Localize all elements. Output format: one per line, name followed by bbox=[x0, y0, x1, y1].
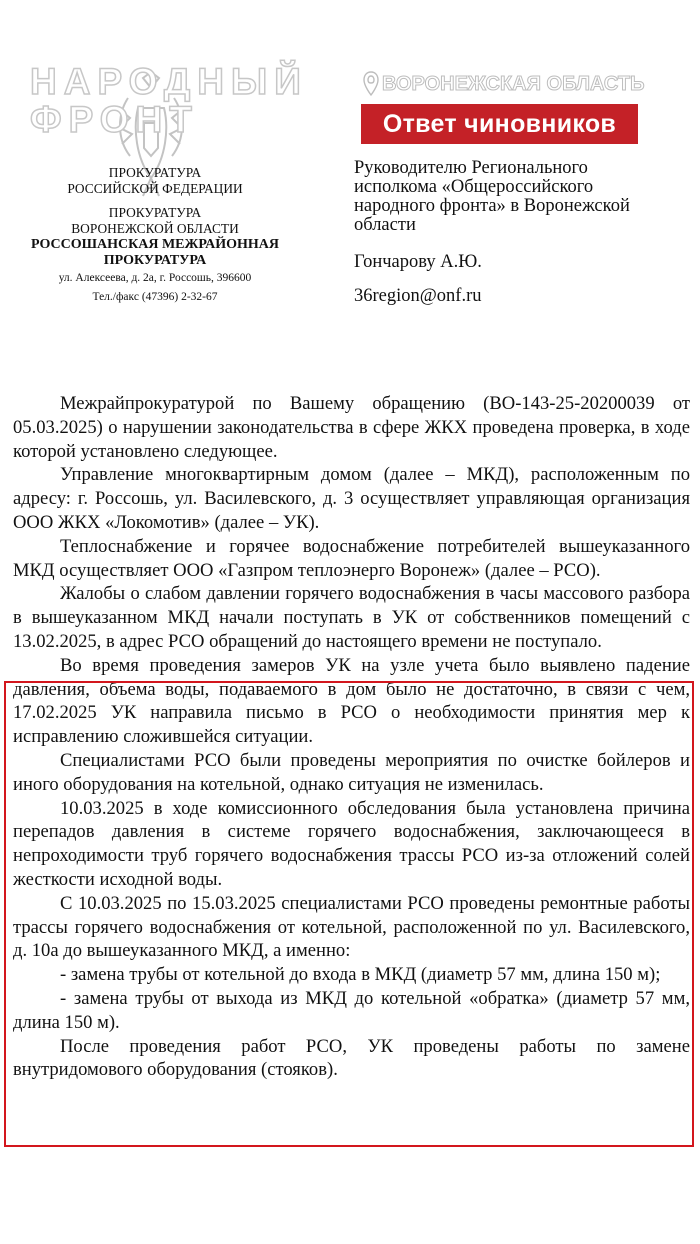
paragraph: Во время проведения замеров УК на узле учета было выявлено падение давления, объема воды, подаваемого в дом было не достаточно, в связи с чем, 17.02.2025 УК направила письмо в РСО о необходимости принятия мер к исправлению сложившейся ситуации. bbox=[13, 654, 690, 748]
paragraph: 10.03.2025 в ходе комиссионного обследования была установлена причина перепадов давления в системе горячего водоснабжения, заключающееся в непроходимости труб горячего водоснабжения трассы РСО из-за отложений солей жесткости исходной воды. bbox=[13, 797, 690, 890]
region-text: ВОРОНЕЖСКАЯ ОБЛАСТЬ bbox=[382, 72, 645, 95]
paragraph: Теплоснабжение и горячее водоснабжение потребителей вышеуказанного МКД осуществляет ООО «Газпром теплоэнерго Воронеж» (далее – РСО). bbox=[13, 535, 690, 581]
paragraph: - замена трубы от котельной до входа в МКД (диаметр 57 мм, длина 150 м); bbox=[60, 964, 661, 986]
sender-line: ПРОКУРАТУРА bbox=[108, 205, 202, 220]
recipient-line: области bbox=[354, 215, 416, 235]
paragraph: - замена трубы от выхода из МКД до котельной «обратка» (диаметр 57 мм, длина 150 м). bbox=[13, 987, 690, 1033]
location-pin-icon bbox=[362, 70, 380, 98]
paragraph: Управление многоквартирным домом (далее – МКД), расположенным по адресу: г. Россошь, ул. Василевского, д. 3 осуществляет управляющая организация ООО ЖКХ «Локомотив» (далее – УК). bbox=[13, 464, 690, 533]
sender-line: РОССИЙСКОЙ ФЕДЕРАЦИИ bbox=[67, 181, 243, 196]
onf-logo bbox=[30, 61, 308, 142]
logo-word-1: НАРОДНЫЙ bbox=[30, 61, 308, 102]
official-response-badge: Ответ чиновников bbox=[361, 104, 638, 144]
sender-phone: Тел./факс (47396) 2-32-67 bbox=[92, 291, 218, 303]
recipient-line: исполкома «Общероссийского bbox=[354, 177, 594, 197]
recipient-email: 36region@onf.ru bbox=[354, 286, 482, 306]
sender-address: ул. Алексеева, д. 2а, г. Россошь, 396600 bbox=[58, 272, 252, 284]
region-label bbox=[362, 70, 644, 98]
recipient-line: народного фронта» в Воронежской bbox=[354, 196, 630, 216]
letter-body bbox=[13, 392, 690, 1082]
sender-block bbox=[0, 165, 310, 307]
paragraph: Специалистами РСО были проведены мероприятия по очистке бойлеров и иного оборудования на котельной, однако ситуация не изменилась. bbox=[13, 749, 690, 795]
paragraph: С 10.03.2025 по 15.03.2025 специалистами РСО проведены ремонтные работы трассы горячего водоснабжения от котельной, расположенной по ул. Василевского, д. 10а до вышеуказанного МКД, а именно: bbox=[13, 892, 690, 962]
recipient-line: Руководителю Регионального bbox=[354, 158, 588, 178]
paragraph: Жалобы о слабом давлении горячего водоснабжения в часы массового разбора в вышеуказанном МКД начали поступать в УК от собственников помещений с 13.02.2025, в адрес РСО обращений до настоящего времени не поступало. bbox=[13, 583, 690, 652]
recipient-name: Гончарову А.Ю. bbox=[354, 252, 482, 272]
recipient-block bbox=[354, 159, 674, 306]
paragraph: Межрайпрокуратурой по Вашему обращению (ВО-143-25-20200039 от 05.03.2025) о нарушении законодательства в сфере ЖКХ проведена проверка, в ходе которой установлено следующее. bbox=[13, 393, 690, 462]
sender-line: ПРОКУРАТУРА bbox=[103, 253, 207, 268]
paragraph: После проведения работ РСО, УК проведены работы по замене внутридомового оборудования (стояков). bbox=[13, 1035, 690, 1081]
sender-line: РОССОШАНСКАЯ МЕЖРАЙОННАЯ bbox=[30, 237, 280, 252]
sender-line: ПРОКУРАТУРА bbox=[108, 165, 202, 180]
sender-line: ВОРОНЕЖСКОЙ ОБЛАСТИ bbox=[71, 221, 239, 236]
logo-word-2: ФРОНТ bbox=[30, 99, 199, 140]
